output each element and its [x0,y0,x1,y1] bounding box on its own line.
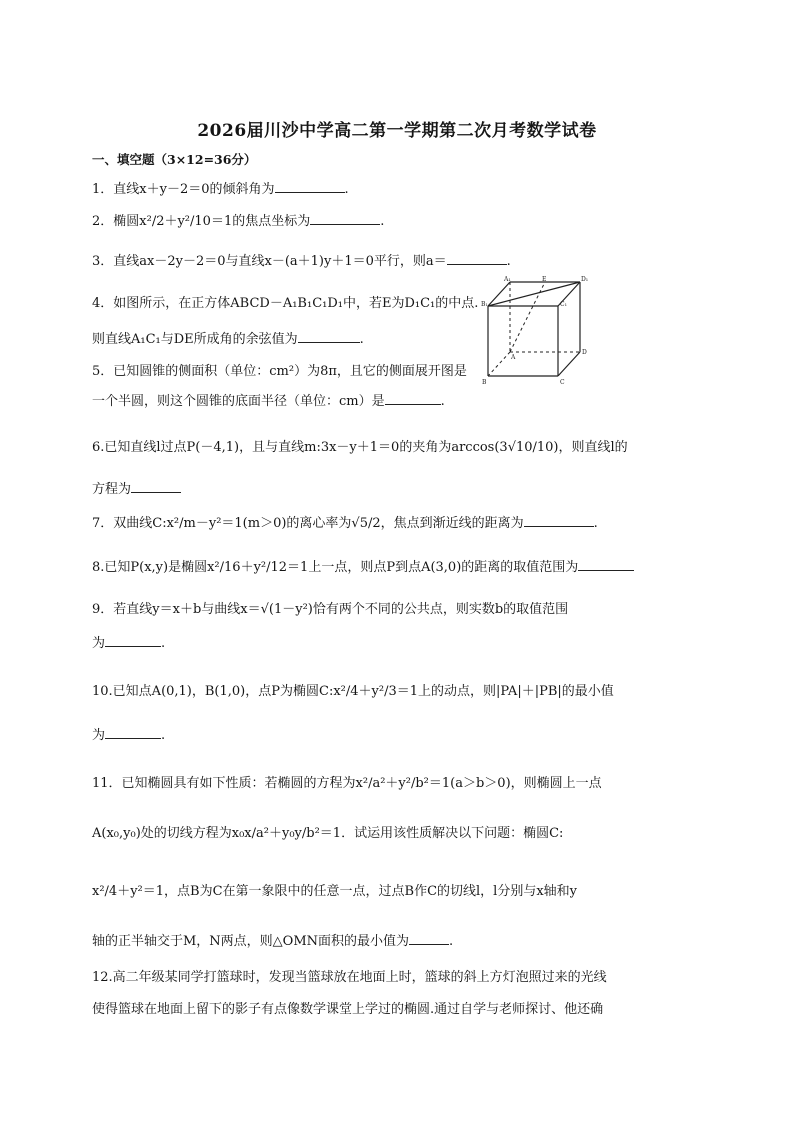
label-e: E [542,276,547,283]
question-11-line3: x²/4＋y²＝1，点B为C在第一象限中的任意一点，过点B作C的切线l，l分别与x轴和y [92,884,578,899]
question-6-line2: 方程为 [92,478,634,497]
question-3: 3．直线ax－2y－2＝0与直线x－(a＋1)y＋1＝0平行，则a＝ . [92,254,511,269]
label-d1: D₁ [581,276,589,283]
question-12-line1: 12.高二年级某同学打篮球时，发现当篮球放在地面上时，篮球的斜上方灯泡照过来的光线 [92,970,607,985]
question-1: 1．直线x＋y－2＝0的倾斜角为 . [92,182,349,197]
label-c1: C₁ [560,301,567,308]
question-10-line2: 为 . [92,728,166,743]
label-d: D [582,349,587,356]
exam-title: 2026届川沙中学高二第一学期第二次月考数学试卷 [197,121,597,141]
section-heading: 一、填空题（3×12=36分） [92,152,257,167]
segment-de [510,282,545,352]
question-5-line1: 5．已知圆锥的侧面积（单位：cm²）为8π，且它的侧面展开图是 [92,364,467,379]
cube-edge [488,282,510,306]
question-4-line1: 4．如图所示，在正方体ABCD－A₁B₁C₁D₁中，若E为D₁C₁的中点. [92,296,479,311]
label-a1: A₁ [504,276,511,283]
label-b1: B₁ [481,301,488,308]
hidden-edge [488,352,510,376]
question-4-line2: 则直线A₁C₁与DE所成角的余弦值为 . [92,332,364,347]
question-9-line1: 9．若直线y＝x＋b与曲线x＝√(1－y²)恰有两个不同的公共点，则实数b的取值范围 [92,602,569,617]
question-11-line2: A(x₀,y₀)处的切线方程为x₀x/a²＋y₀y/b²＝1．试运用该性质解决以下问题：椭圆C: [92,826,564,841]
question-6-line1: 6.已知直线l过点P(－4,1)，且与直线m:3x－y＋1＝0的夹角为arccos(3√10/10)，则直线l的 [92,440,628,455]
question-8: 8.已知P(x,y)是椭圆x²/16＋y²/12＝1上一点，则点P到点A(3,0)的距离的取值范围为 [92,556,704,575]
question-9-line2: 为 . [92,636,166,651]
label-c: C [560,379,565,386]
question-10-line1: 10.已知点A(0,1)，B(1,0)，点P为椭圆C:x²/4＋y²/3＝1上的动点，则|PA|＋|PB|的最小值 [92,684,614,699]
cube-figure [480,276,590,388]
label-a: A [511,354,516,361]
question-11-line1: 11．已知椭圆具有如下性质：若椭圆的方程为x²/a²＋y²/b²＝1(a＞b＞0)，则椭圆上一点 [92,776,602,791]
question-7: 7．双曲线C:x²/m－y²＝1(m＞0)的离心率为√5/2，焦点到渐近线的距离为 . [92,516,598,531]
cube-edge [558,352,580,376]
question-5-line2: 一个半圆，则这个圆锥的底面半径（单位：cm）是 . [92,394,445,409]
label-b: B [482,379,487,386]
question-2: 2．椭圆x²/2＋y²/10＝1的焦点坐标为 . [92,214,385,229]
question-12-line2: 使得篮球在地面上留下的影子有点像数学课堂上学过的椭圆.通过自学与老师探讨、他还确 [92,1002,604,1017]
question-11-line4: 轴的正半轴交于M，N两点，则△OMN面积的最小值为 . [92,934,454,949]
